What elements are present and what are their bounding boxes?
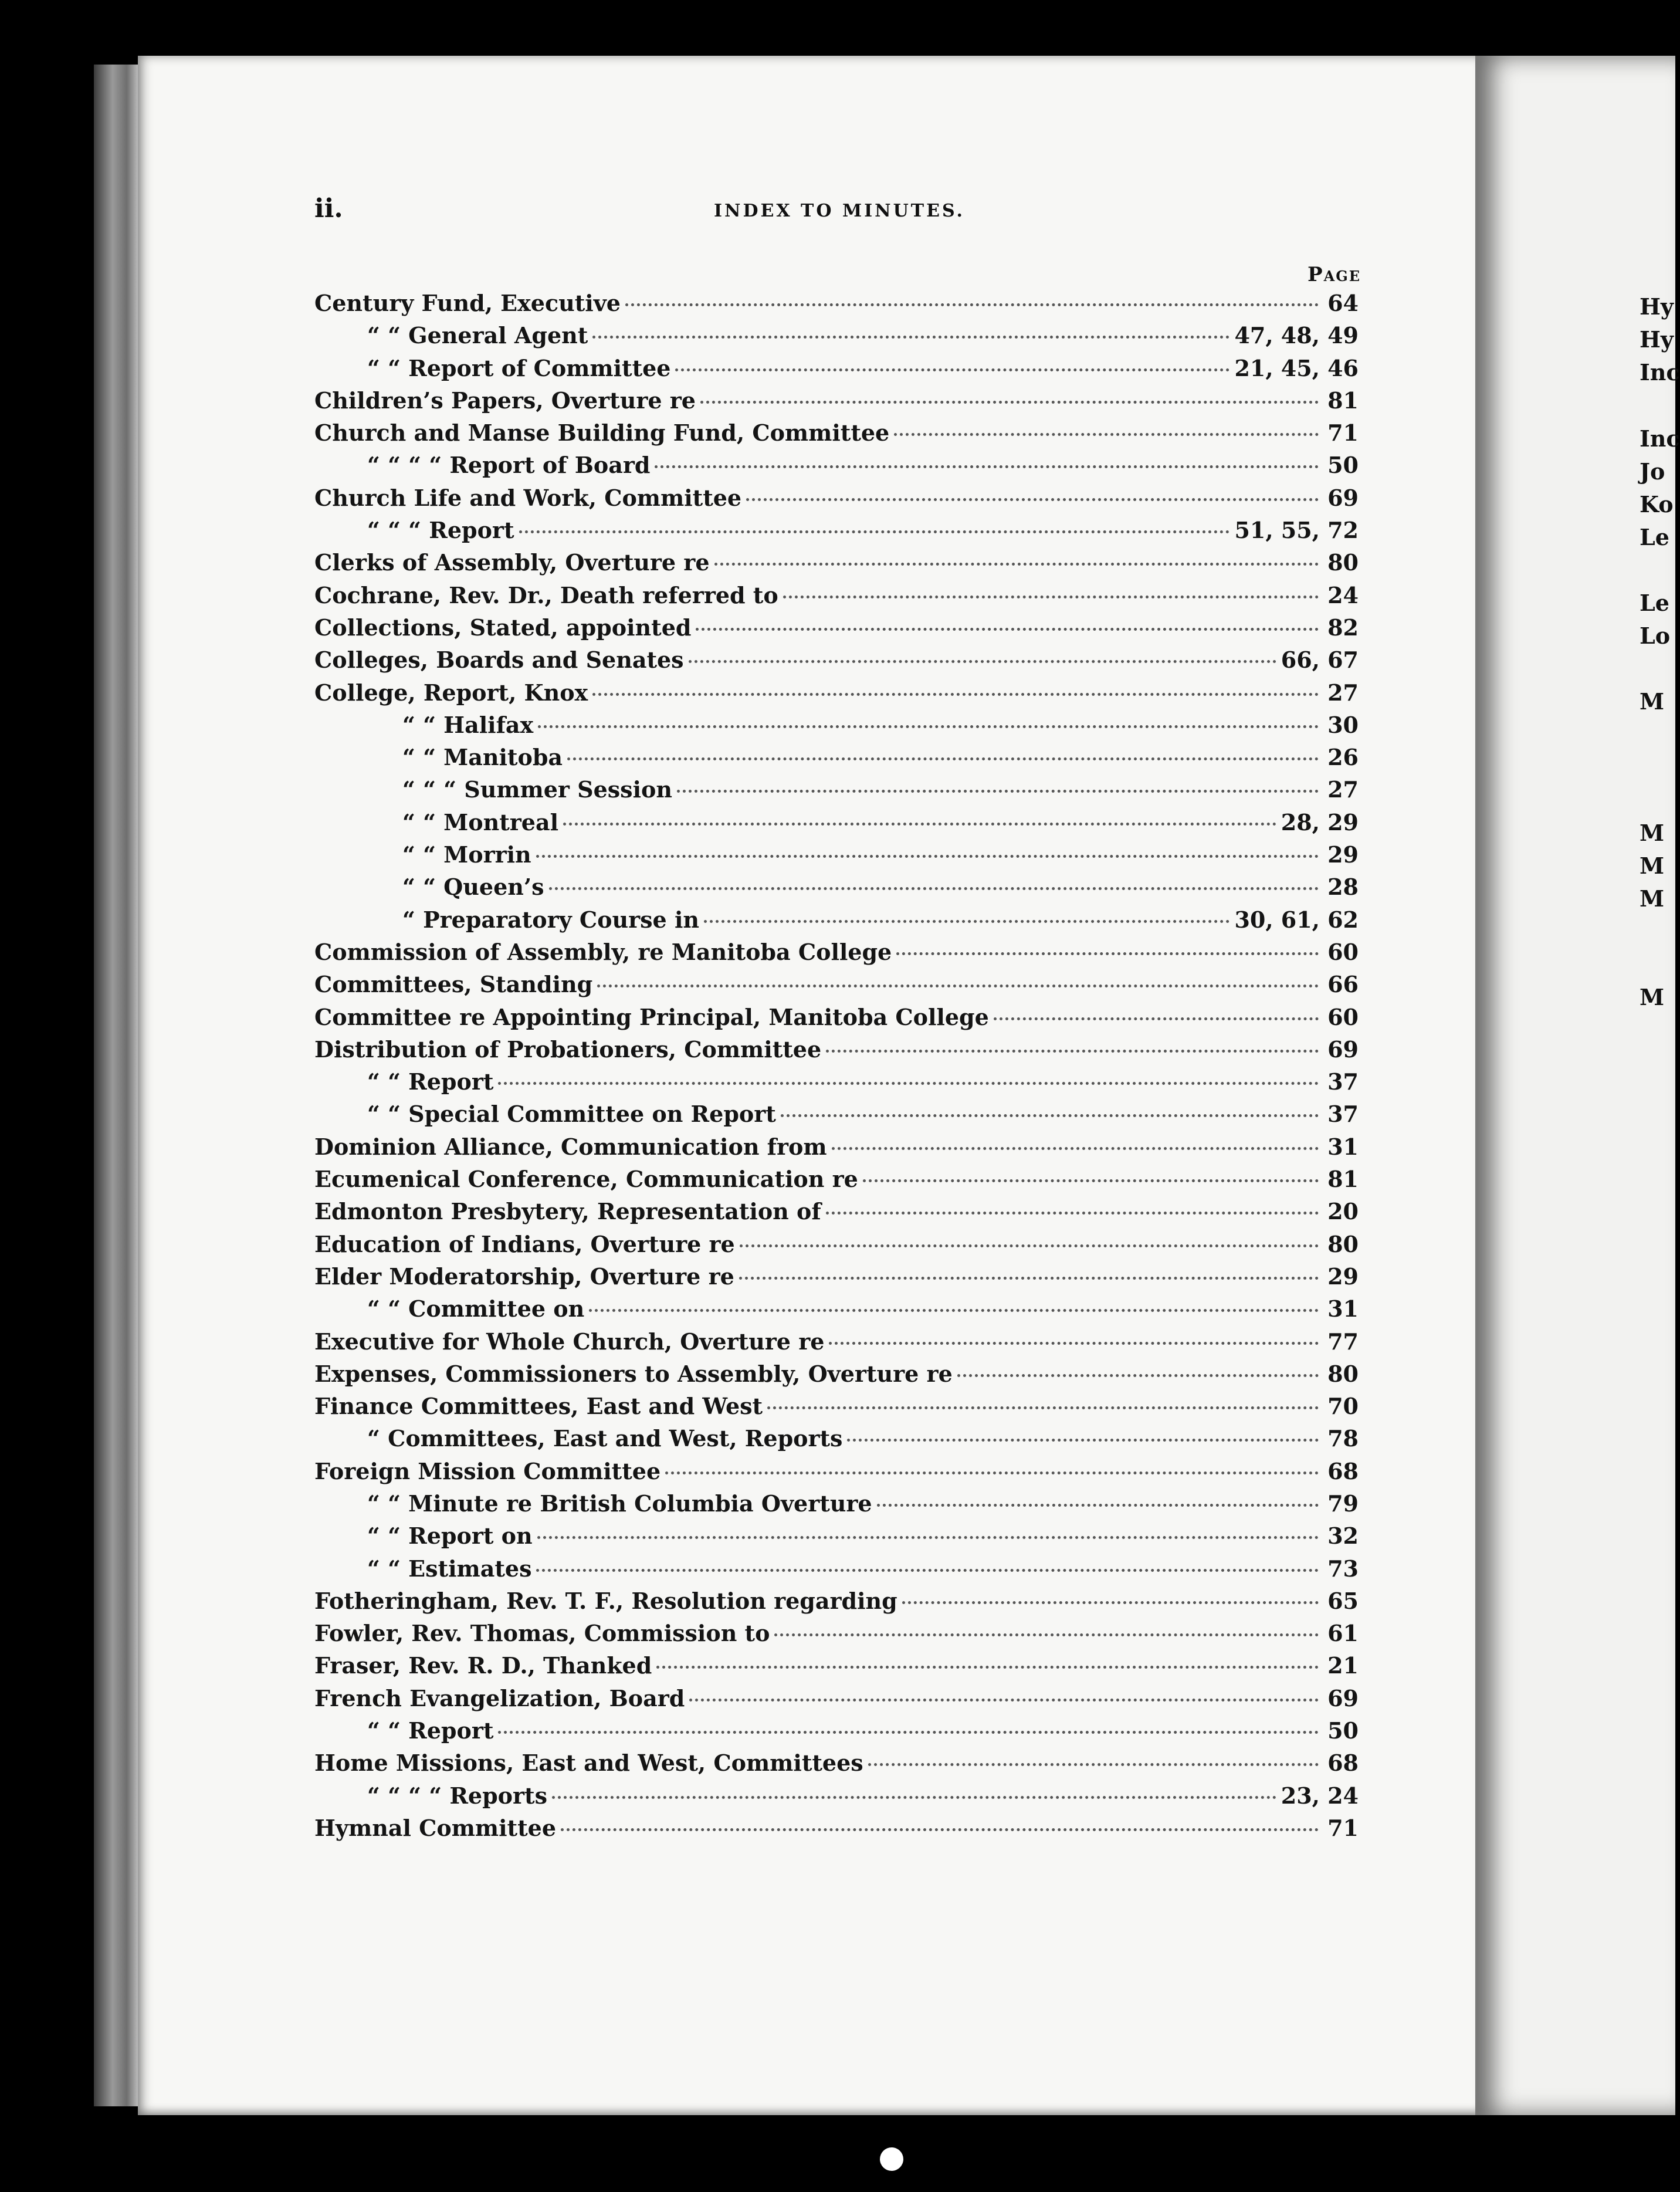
entry-label: Elder Moderatorship, Overture re	[314, 1263, 734, 1290]
dot-leader	[536, 1569, 1319, 1572]
entry-page-numbers: 69	[1327, 1036, 1359, 1063]
adjacent-page-fragment: Jo	[1640, 458, 1665, 485]
entry-page-numbers: 50	[1327, 452, 1359, 479]
entry-label: Home Missions, East and West, Committees	[314, 1750, 863, 1777]
dot-leader	[868, 1763, 1319, 1766]
index-entry	[314, 874, 1359, 906]
dot-leader	[563, 823, 1276, 826]
dot-leader	[826, 1050, 1319, 1053]
dot-leader	[767, 1406, 1319, 1409]
page-column-heading: Page	[1308, 263, 1361, 286]
dot-leader	[537, 1536, 1319, 1539]
entry-page-numbers: 26	[1327, 744, 1359, 771]
entry-page-numbers: 80	[1327, 549, 1359, 576]
entry-label: Commission of Assembly, re Manitoba College	[314, 938, 892, 965]
dot-leader	[829, 1342, 1319, 1345]
page-header	[314, 194, 1364, 229]
entry-label: “ “ “ “ Reports	[367, 1782, 547, 1809]
index-entry	[314, 647, 1359, 679]
dot-leader	[994, 1017, 1319, 1020]
dot-leader	[902, 1601, 1319, 1604]
entry-page-numbers: 23, 24	[1281, 1782, 1359, 1809]
entry-page-numbers: 32	[1327, 1523, 1359, 1550]
entry-page-numbers: 77	[1327, 1328, 1359, 1355]
entry-label: Church and Manse Building Fund, Committee	[314, 420, 890, 446]
index-entry	[314, 1458, 1359, 1490]
index-entry	[314, 420, 1359, 452]
entry-label: College, Report, Knox	[314, 679, 588, 706]
entry-label: Hymnal Committee	[314, 1814, 557, 1841]
entry-label: “ “ Estimates	[367, 1555, 532, 1582]
index-entry	[314, 906, 1359, 939]
adjacent-page-fragment: M	[1640, 820, 1665, 846]
index-entry	[314, 322, 1359, 354]
index-entry	[314, 809, 1359, 841]
dot-leader	[832, 1147, 1319, 1150]
entry-page-numbers: 71	[1327, 420, 1359, 446]
entry-label: Cochrane, Rev. Dr., Death referred to	[314, 581, 778, 608]
entry-label: Education of Indians, Overture re	[314, 1230, 735, 1257]
index-entry	[314, 1068, 1359, 1101]
dot-leader	[896, 952, 1319, 955]
entry-page-numbers: 69	[1327, 484, 1359, 511]
adjacent-page-fragment: M	[1640, 688, 1665, 715]
entry-page-numbers: 51, 55, 72	[1234, 517, 1359, 544]
entry-page-numbers: 47, 48, 49	[1234, 322, 1359, 349]
dot-leader	[696, 628, 1319, 631]
entry-page-numbers: 30, 61, 62	[1234, 906, 1359, 933]
dot-leader	[739, 1277, 1319, 1280]
dot-leader	[774, 1633, 1319, 1636]
dot-leader	[783, 596, 1319, 598]
dot-leader	[677, 790, 1319, 793]
entry-page-numbers: 80	[1327, 1230, 1359, 1257]
entry-label: Church Life and Work, Committee	[314, 484, 742, 511]
index-entry	[314, 1295, 1359, 1328]
index-entry	[314, 387, 1359, 420]
index-entry	[314, 776, 1359, 809]
dot-leader	[538, 725, 1319, 728]
entry-page-numbers: 78	[1327, 1425, 1359, 1452]
entry-label: Century Fund, Executive	[314, 290, 621, 316]
entry-page-numbers: 81	[1327, 387, 1359, 414]
dot-leader	[863, 1179, 1319, 1182]
adjacent-page-fragment: M	[1640, 853, 1665, 879]
entry-page-numbers: 68	[1327, 1750, 1359, 1777]
entry-page-numbers: 80	[1327, 1360, 1359, 1387]
dot-leader	[519, 530, 1230, 533]
entry-page-numbers: 37	[1327, 1101, 1359, 1128]
index-entry	[314, 744, 1359, 776]
adjacent-page-fragment: Le	[1640, 524, 1669, 550]
entry-label: Committees, Standing	[314, 971, 593, 998]
adjacent-page-fragment: Lo	[1640, 623, 1671, 649]
entry-label: Finance Committees, East and West	[314, 1393, 763, 1420]
index-entry	[314, 614, 1359, 647]
index-entry	[314, 1750, 1359, 1782]
entry-page-numbers: 70	[1327, 1393, 1359, 1420]
dot-leader	[704, 920, 1229, 923]
dot-leader	[894, 433, 1319, 436]
entry-page-numbers: 31	[1327, 1295, 1359, 1322]
entry-label: Fotheringham, Rev. T. F., Resolution regarding	[314, 1587, 897, 1614]
index-entry	[314, 582, 1359, 614]
adjacent-page-fragment: Inc	[1640, 425, 1680, 452]
dot-leader	[549, 887, 1319, 890]
entry-label: Executive for Whole Church, Overture re	[314, 1328, 825, 1355]
entry-page-numbers: 28	[1327, 874, 1359, 901]
dot-leader	[498, 1731, 1319, 1734]
running-title: INDEX TO MINUTES.	[713, 201, 965, 221]
adjacent-page-fragment: Hy	[1640, 293, 1674, 320]
index-entry	[314, 1555, 1359, 1588]
index-entry	[314, 1036, 1359, 1068]
adjacent-page-fragment: M	[1640, 984, 1665, 1010]
index-entry	[314, 1490, 1359, 1523]
entry-page-numbers: 79	[1327, 1490, 1359, 1517]
entry-page-numbers: 27	[1327, 776, 1359, 803]
dot-leader	[675, 368, 1229, 371]
entry-page-numbers: 24	[1327, 581, 1359, 608]
entry-label: “ “ Morrin	[402, 841, 531, 868]
entry-label: Children’s Papers, Overture re	[314, 387, 696, 414]
entry-label: Fraser, Rev. R. D., Thanked	[314, 1652, 652, 1679]
dot-leader	[700, 401, 1319, 404]
entry-page-numbers: 50	[1327, 1717, 1359, 1744]
index-entry	[314, 1361, 1359, 1393]
entry-page-numbers: 81	[1327, 1166, 1359, 1193]
entry-page-numbers: 66	[1327, 971, 1359, 998]
entry-label: “ “ Montreal	[402, 809, 559, 835]
dot-leader	[567, 757, 1319, 760]
entry-page-numbers: 66, 67	[1281, 647, 1359, 674]
entry-label: “ “ Special Committee on Report	[367, 1101, 776, 1128]
entry-label: “ “ Manitoba	[402, 744, 563, 771]
adjacent-page-fragment: Ko	[1640, 491, 1674, 517]
dot-leader	[536, 855, 1319, 858]
entry-label: “ “ “ “ Report of Board	[367, 452, 651, 479]
dot-leader	[665, 1472, 1319, 1474]
index-entry	[314, 1652, 1359, 1684]
entry-label: Colleges, Boards and Senates	[314, 647, 684, 674]
entry-page-numbers: 73	[1327, 1555, 1359, 1582]
page-number: ii.	[314, 194, 343, 224]
entry-label: “ “ Committee on	[367, 1295, 585, 1322]
entry-label: Expenses, Commissioners to Assembly, Overture re	[314, 1360, 953, 1387]
entry-page-numbers: 30	[1327, 711, 1359, 738]
entry-page-numbers: 65	[1327, 1587, 1359, 1614]
entry-page-numbers: 64	[1327, 290, 1359, 316]
dot-leader	[877, 1504, 1319, 1507]
index-entry	[314, 971, 1359, 1003]
dot-leader	[689, 660, 1276, 663]
dot-leader	[597, 985, 1319, 987]
entry-page-numbers: 21	[1327, 1652, 1359, 1679]
dot-leader	[740, 1244, 1319, 1247]
book-spine-edge	[94, 65, 141, 2106]
index-entry	[314, 712, 1359, 744]
entry-label: “ “ Report	[367, 1717, 494, 1744]
index-entry	[314, 1393, 1359, 1425]
entry-label: “ Committees, East and West, Reports	[367, 1425, 843, 1452]
index-entry	[314, 1198, 1359, 1230]
entry-page-numbers: 28, 29	[1281, 809, 1359, 835]
entry-label: Clerks of Assembly, Overture re	[314, 549, 710, 576]
entry-label: Ecumenical Conference, Communication re	[314, 1166, 858, 1193]
dot-leader	[552, 1796, 1276, 1799]
entry-label: “ “ Report	[367, 1068, 494, 1095]
index-entry	[314, 679, 1359, 712]
dot-leader	[655, 465, 1319, 468]
index-entry	[314, 452, 1359, 484]
entry-page-numbers: 61	[1327, 1620, 1359, 1647]
adjacent-page-fragment: Hy	[1640, 326, 1674, 353]
index-entry	[314, 485, 1359, 517]
entry-page-numbers: 69	[1327, 1684, 1359, 1711]
dot-leader	[847, 1439, 1319, 1442]
index-entry	[314, 841, 1359, 874]
entry-page-numbers: 20	[1327, 1198, 1359, 1225]
adjacent-page-fragment: M	[1640, 885, 1665, 912]
entry-label: Edmonton Presbytery, Representation of	[314, 1198, 821, 1225]
dot-leader	[592, 693, 1319, 696]
adjacent-page	[1475, 56, 1680, 2115]
dot-leader	[625, 303, 1319, 306]
entry-label: Fowler, Rev. Thomas, Commission to	[314, 1620, 770, 1647]
index-entry	[314, 1101, 1359, 1133]
entry-label: “ “ Report of Committee	[367, 354, 671, 381]
dot-leader	[498, 1082, 1319, 1085]
entry-page-numbers: 29	[1327, 841, 1359, 868]
index-entry	[314, 355, 1359, 387]
entry-page-numbers: 60	[1327, 1003, 1359, 1030]
index-entry	[314, 517, 1359, 549]
paper-speck	[880, 2147, 903, 2171]
index-entry	[314, 1620, 1359, 1652]
entry-page-numbers: 82	[1327, 614, 1359, 641]
dot-leader	[781, 1114, 1319, 1117]
entry-label: “ “ Minute re British Columbia Overture	[367, 1490, 872, 1517]
entry-page-numbers: 60	[1327, 938, 1359, 965]
entry-label: “ “ “ Report	[367, 517, 514, 544]
dot-leader	[826, 1212, 1319, 1215]
entry-label: “ Preparatory Course in	[402, 906, 700, 933]
entry-label: Dominion Alliance, Communication from	[314, 1133, 827, 1160]
entry-label: “ “ Report on	[367, 1523, 533, 1550]
entry-page-numbers: 27	[1327, 679, 1359, 706]
dot-leader	[592, 336, 1229, 339]
index-entry	[314, 1815, 1359, 1847]
dot-leader	[589, 1309, 1319, 1312]
index-entry	[314, 549, 1359, 581]
index-entry	[314, 1425, 1359, 1457]
adjacent-page-fragment: Inc	[1640, 359, 1680, 385]
index-entry	[314, 1231, 1359, 1263]
index-entry	[314, 939, 1359, 971]
index-entry	[314, 1004, 1359, 1036]
entry-page-numbers: 37	[1327, 1068, 1359, 1095]
dot-leader	[957, 1374, 1319, 1377]
entry-label: Collections, Stated, appointed	[314, 614, 692, 641]
entry-label: French Evangelization, Board	[314, 1684, 685, 1711]
adjacent-page-fragment: Le	[1640, 590, 1669, 616]
entry-label: “ “ Queen’s	[402, 874, 544, 901]
entry-page-numbers: 71	[1327, 1814, 1359, 1841]
entry-label: “ “ Halifax	[402, 711, 534, 738]
entry-page-numbers: 31	[1327, 1133, 1359, 1160]
index-entry	[314, 1782, 1359, 1815]
index-entry	[314, 1717, 1359, 1750]
index-entry	[314, 1685, 1359, 1717]
entry-page-numbers: 21, 45, 46	[1234, 354, 1359, 381]
index-entry	[314, 1134, 1359, 1166]
index-entry	[314, 1588, 1359, 1620]
index-entry	[314, 1263, 1359, 1295]
entry-label: Foreign Mission Committee	[314, 1457, 661, 1484]
index-entry	[314, 1166, 1359, 1198]
dot-leader	[746, 498, 1319, 501]
dot-leader	[714, 563, 1319, 566]
index-entry	[314, 1328, 1359, 1361]
dot-leader	[561, 1828, 1319, 1831]
dot-leader	[689, 1699, 1319, 1701]
entry-label: Committee re Appointing Principal, Manitoba College	[314, 1003, 989, 1030]
entry-label: “ “ “ Summer Session	[402, 776, 672, 803]
entry-page-numbers: 29	[1327, 1263, 1359, 1290]
entry-label: “ “ General Agent	[367, 322, 588, 349]
entry-label: Distribution of Probationers, Committee	[314, 1036, 822, 1063]
index-entry	[314, 1523, 1359, 1555]
index-list	[314, 290, 1359, 1847]
entry-page-numbers: 68	[1327, 1457, 1359, 1484]
dot-leader	[656, 1666, 1319, 1669]
index-entry	[314, 290, 1359, 322]
